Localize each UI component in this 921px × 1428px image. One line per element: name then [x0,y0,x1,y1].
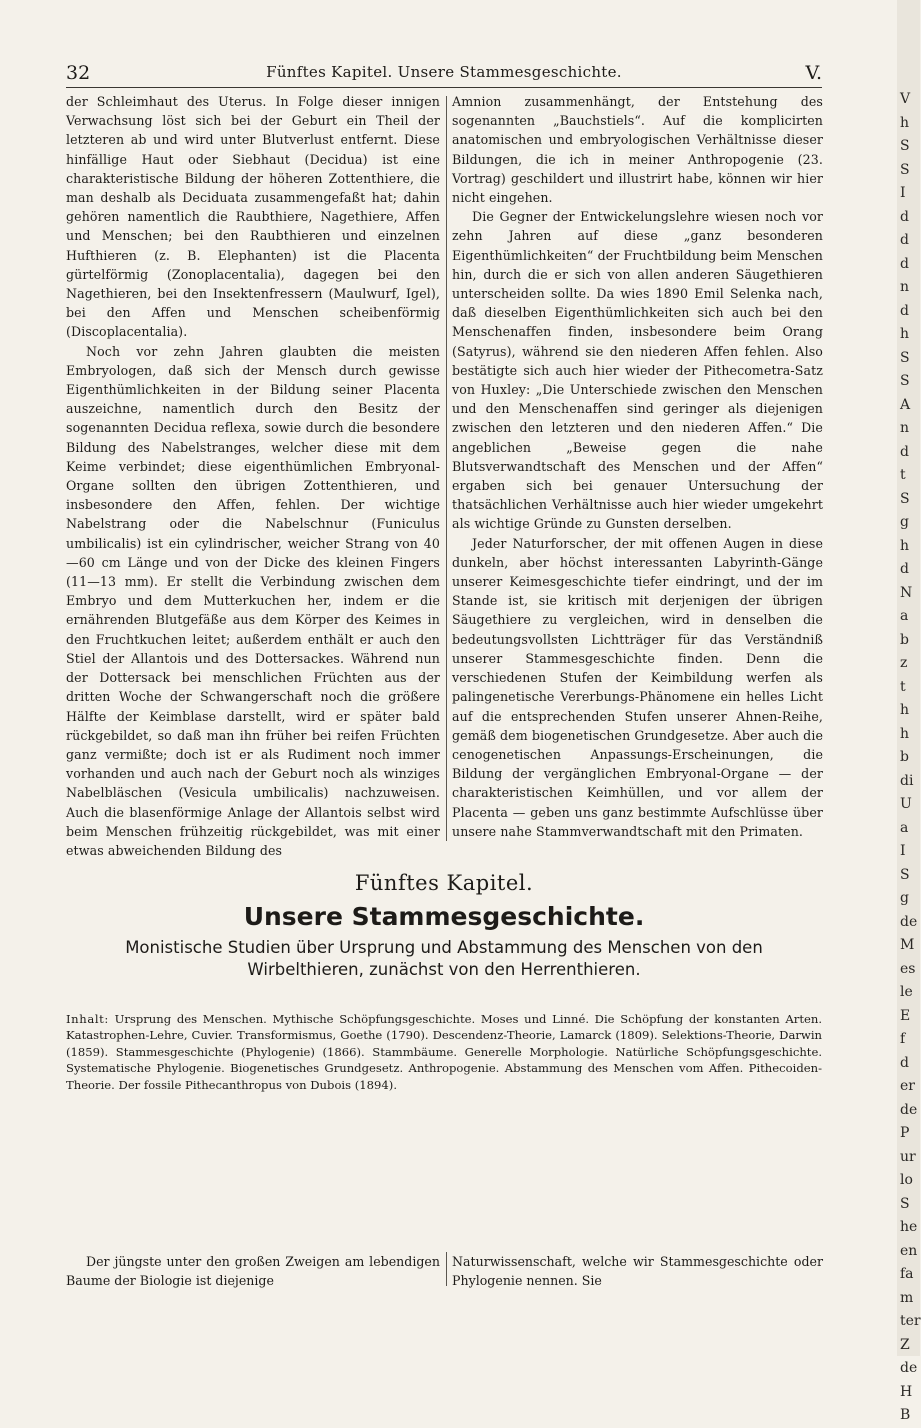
edge-fragment: b [900,749,909,765]
edge-fragment: t [900,467,906,483]
edge-fragment: g [900,514,909,530]
edge-fragment: d [900,255,909,272]
edge-fragment: h [900,326,910,342]
column-divider [446,96,447,841]
facing-page-edge [900,88,921,1423]
edge-fragment: er [900,1078,915,1094]
chapter-heading [66,868,822,981]
edge-fragment: S [900,138,910,154]
chapter-opening-left: Der jüngste unter den großen Zweigen am lebendigen Baume der Biologie ist diejenige [66,1254,440,1288]
edge-fragment: di [900,772,914,789]
right-text-column [452,92,823,841]
edge-fragment: b [900,631,909,648]
edge-fragment: S [900,349,910,366]
edge-fragment: h [900,114,910,131]
edge-fragment: de [900,913,918,930]
edge-fragment: H [900,1383,913,1400]
page-number: 32 [66,62,91,84]
edge-fragment: M [900,937,915,953]
paragraph: der Schleimhaut des Uterus. In Folge dieser innigen Verwachsung löst sich bei der Geburt ein Theil der letzteren ab und wird unter Blutverlust entfernt. Diese hinfällige Haut oder Siebhaut (Decidua) ist eine charakteristische Bildung der höheren Zottenthiere, die man deshalb als Deciduata zusammengefaßt hat; dahin gehören namentlich die Raubthiere, Nagethiere, Affen und Menschen; bei den Raubthieren und einzelnen Hufthieren (z. B. Elephanten) ist die Placenta gürtelförmig (Zonoplacentalia), dagegen bei den Nagethieren, bei den Insektenfressern (Maulwurf, Igel), bei den Affen und Menschen scheibenförmig (Discoplacentalia). [66,94,440,340]
edge-fragment: I [900,843,906,859]
edge-fragment: d [900,561,909,577]
page-header [66,60,822,86]
column-divider-bottom [446,1252,447,1286]
header-rule [66,87,822,88]
chapter-subtitle: Monistische Studien über Ursprung und Abstammung des Menschen von den Wirbelthieren, zunächst von den Herrenthieren. [125,938,763,979]
edge-fragment: a [900,819,909,836]
contents-label: Inhalt: [66,1012,109,1026]
contents-text: Ursprung des Menschen. Mythische Schöpfungsgeschichte. Moses und Linné. Die Schöpfung der konstanten Arten. Katastrophen-Lehre, Cuvier. Transformismus, Goethe (1790). Descendenz-Theorie, Lamarck (1809). Selektions-Theorie, Darwin (1859). Stammesgeschichte (Phylogenie) (1866). Stammbäume. Generelle Morphologie. Natürliche Schöpfungsgeschichte. Systematische Phylogenie. Biogenetisches Grundgesetz. Anthropogenie. Abstammung des Menschen vom Affen. Pithecoiden-Theorie. Der fossile Pithecanthropus von Dubois (1894). [66,1012,822,1092]
edge-fragment: a [900,608,909,624]
paragraph: Noch vor zehn Jahren glaubten die meisten Embryologen, daß sich der Mensch durch gewisse Eigenthümlichkeiten in der Bildung seiner Placenta auszeichne, namentlich durch den Besitz der sogenannten Decidua reflexa, sowie durch die besondere Bildung des Nabelstranges, welcher diese mit dem Keime verbindet; diese eigenthümlichen Embryonal-Organe sollten den übrigen Zottenthieren, und insbesondere den Affen, fehlen. Der wichtige Nabelstrang oder die Nabelschnur (Funiculus umbilicalis) ist ein cylindrischer, weicher Strang von 40—60 cm Länge und von der Dicke des kleinen Fingers (11—13 mm). Er stellt die Verbindung zwischen dem Embryo und dem Mutterkuchen her, indem er die ernährenden Blutgefäße aus dem Körper des Keimes in den Fruchtkuchen leitet; außerdem enthält er auch den Stiel der Allantois und des Dottersackes. Während nun der Dottersack bei menschlichen Früchten aus der dritten Woche der Schwangerschaft noch die größere Hälfte der Keimblase darstellt, wird er später bald rückgebildet, so daß man ihn früher bei reifen Früchten ganz vermißte; doch ist er als Rudiment noch immer vorhanden und auch nach der Geburt noch als winziges Nabelbläschen (Vesicula umbilicalis) nachzuweisen. Auch die blasenförmige Anlage der Allantois selbst wird beim Menschen frühzeitig rückgebildet, was mit einer etwas abweichenden Bildung des [66,343,440,858]
edge-fragment: d [900,1054,909,1071]
edge-fragment: E [900,1007,911,1024]
edge-fragment: de [900,1101,918,1118]
edge-fragment: h [900,537,910,554]
edge-fragment: lo [900,1172,913,1188]
edge-fragment: n [900,420,910,436]
edge-fragment: d [900,443,909,460]
edge-fragment: es [900,960,916,977]
edge-fragment: he [900,1219,918,1235]
left-text-column [66,92,440,860]
edge-fragment: de [900,1360,918,1376]
chapter-opening-right: Naturwissenschaft, welche wir Stammesgeschichte oder Phylogenie nennen. Sie [452,1254,823,1288]
chapter-contents [66,1011,822,1093]
edge-fragment: fa [900,1266,914,1282]
edge-fragment: en [900,1242,918,1259]
edge-fragment: S [900,866,910,883]
edge-fragment: S [900,373,910,389]
edge-fragment: d [900,208,909,225]
running-title: Fünftes Kapitel. Unsere Stammesgeschichte. [266,63,622,81]
edge-fragment: V [900,91,911,107]
edge-fragment: h [900,725,910,742]
chapter-label: Fünftes Kapitel. [354,871,534,895]
edge-fragment: d [900,302,909,319]
edge-fragment: z [900,655,908,671]
edge-fragment: m [900,1289,914,1306]
edge-fragment: h [900,702,910,718]
edge-fragment: S [900,490,910,507]
edge-fragment: le [900,984,913,1000]
paragraph: Jeder Naturforscher, der mit offenen Augen in diese dunkeln, aber höchst interessanten Labyrinth-Gänge unserer Keimesgeschichte tiefer eindringt, und der im Stande ist, sie kritisch mit derjenigen der übrigen Säugethiere zu vergleichen, wird in denselben die bedeutungsvollsten Lichtträger für das Verständniß unserer Stammesgeschichte finden. Denn die verschiedenen Stufen der Keimbildung werfen als palingenetische Vererbungs-Phänomene ein helles Licht auf die entsprechenden Stufen unserer Ahnen-Reihe, gemäß dem biogenetischen Grundgesetze. Aber auch die cenogenetischen Anpassungs-Erscheinungen, die Bildung der vergänglichen Embryonal-Organe — der charakteristischen Keimhüllen, und vor allem der Placenta — geben uns ganz bestimmte Aufschlüsse über unsere nahe Stammverwandtschaft mit den Primaten. [452,535,823,839]
edge-fragment: f [900,1031,906,1047]
edge-fragment: t [900,678,906,695]
edge-fragment: g [900,890,909,906]
edge-fragment: A [900,396,911,413]
paragraph: Die Gegner der Entwickelungslehre wiesen noch vor zehn Jahren auf diese „ganz besonderen Eigenthümlichkeiten“ der Fruchtbildung beim Menschen hin, durch die er sich von allen anderen Säugethieren unterscheiden sollte. Da wies 1890 Emil Selenka nach, daß dieselben Eigenthümlichkeiten sich auch bei den Menschenaffen finden, insbesondere beim Orang (Satyrus), während sie den niederen Affen fehlen. Also bestätigte sich auch hier wieder der Pithecometra-Satz von Huxley: „Die Unterschiede zwischen den Menschen und den Menschenaffen sind geringer als diejenigen zwischen den letzteren und den niederen Affen.“ Die angeblichen „Beweise gegen die nahe Blutsverwandtschaft des Menschen und der Affen“ ergaben sich bei genauer Untersuchung der thatsächlichen Verhältnisse auch hier wieder umgekehrt als wichtige Gründe zu Gunsten derselben. [452,209,823,532]
edge-fragment: N [900,584,913,601]
edge-fragment: P [900,1125,910,1141]
edge-fragment: n [900,279,910,295]
paragraph: Amnion zusammenhängt, der Entstehung des sogenannten „Bauchstiels“. Auf die komplicirten anatomischen und embryologischen Verhältnisse dieser Bildungen, die ich in meiner Anthropogenie (23. Vortrag) geschildert und illustrirt habe, können wir hier nicht eingehen. [452,94,823,206]
chapter-roman-numeral: V. [805,62,822,84]
edge-fragment: ur [900,1148,916,1165]
edge-fragment: Z [900,1336,910,1353]
edge-fragment: S [900,1195,910,1212]
edge-fragment: U [900,796,912,812]
chapter-title: Unsere Stammesgeschichte. [243,902,645,931]
edge-fragment: d [900,232,909,248]
edge-fragment: ter [900,1313,921,1329]
edge-fragment: B [900,1407,911,1423]
edge-fragment: S [900,161,910,178]
edge-fragment: I [900,185,906,201]
